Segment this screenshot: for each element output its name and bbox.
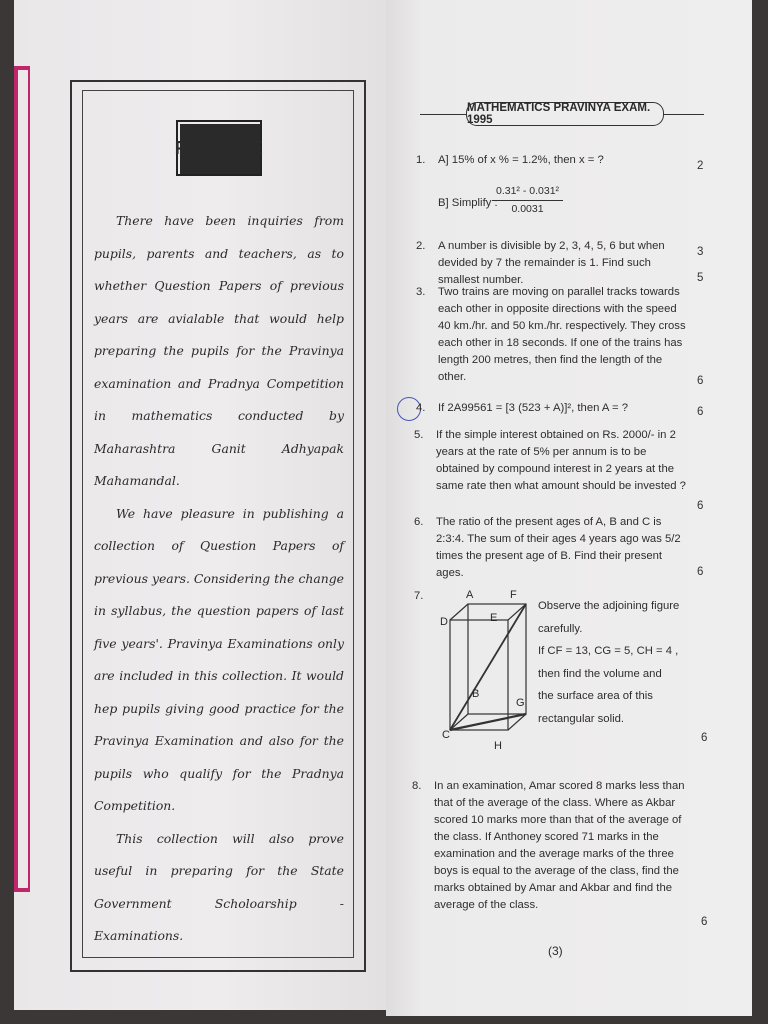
question-5 bbox=[414, 427, 704, 507]
label-h: H bbox=[494, 740, 502, 752]
question-1b-prefix: B] Simplify : bbox=[438, 197, 498, 209]
question-2-text: A number is divisible by 2, 3, 4, 5, 6 but when devided by 7 the remainder is 1. Find such smallest number. bbox=[438, 240, 665, 286]
question-7-line: carefully. bbox=[538, 622, 583, 635]
fraction-denominator: 0.0031 bbox=[511, 203, 544, 215]
question-3-text: Two trains are moving on parallel tracks towards each other in opposite directions with the speed 40 km./hr. and 50 km./hr. respectively. They cross each other in 18 seconds. If one of the trains has length 200 metres, then find the length of the other. bbox=[438, 286, 686, 383]
label-f: F bbox=[510, 589, 517, 601]
question-number: 3. bbox=[416, 286, 426, 298]
question-4-marks: 6 bbox=[697, 406, 704, 418]
question-2-marks-secondary: 5 bbox=[697, 272, 704, 284]
question-7-marks: 6 bbox=[701, 732, 708, 744]
question-number: 6. bbox=[414, 516, 424, 528]
diagonal-cg bbox=[450, 714, 526, 730]
question-5-text: If the simple interest obtained on Rs. 2000/- in 2 years at the rate of 5% per annum is to be obtained by compound interest in 2 years at the same rate then what amount should be invested ? bbox=[436, 429, 686, 492]
question-number: 5. bbox=[414, 429, 424, 441]
question-number: 1. bbox=[416, 154, 426, 166]
page-number: (3) bbox=[548, 944, 563, 958]
rectangular-solid-figure bbox=[436, 588, 536, 758]
cover-edge-inner bbox=[18, 70, 28, 888]
exam-title: MATHEMATICS PRAVINYA EXAM. 1995 bbox=[466, 102, 664, 126]
preface-paragraph-1: There have been inquiries from pupils, parents and teachers, as to whether Question Papers of previous years are avialable that would help preparing the pupils for the Pravinya examination and Pradnya Competition in mathematics conducted by Maharashtra Ganit Adhyapak Mahamandal. bbox=[94, 213, 344, 488]
question-6-text: The ratio of the present ages of A, B and C is 2:3:4. The sum of their ages 4 years ago was 5/2 times the present age of B. Find their present ages. bbox=[436, 516, 681, 579]
question-7-line: the surface area of this bbox=[538, 690, 653, 702]
question-8-text: In an examination, Amar scored 8 marks less than that of the average of the class. Where as Akbar scored 10 marks more than that of the average of the class. If Anthoney scored 71 marks in the examination and the average marks of the three boys is equal to the average of the class, find the marks obtained by Amar and Akbar and find the average of the class. bbox=[434, 780, 685, 911]
label-e: E bbox=[490, 612, 498, 624]
question-number: 7. bbox=[414, 590, 424, 602]
question-7-line: If CF = 13, CG = 5, CH = 4 , bbox=[538, 645, 679, 657]
question-2 bbox=[416, 238, 706, 286]
exam-header bbox=[420, 102, 704, 126]
preface-body bbox=[94, 205, 344, 953]
question-8 bbox=[412, 778, 702, 928]
question-2-marks: 3 bbox=[697, 246, 704, 258]
question-7-line: rectangular solid. bbox=[538, 712, 625, 725]
question-7-line: Observe the adjoining figure bbox=[538, 600, 680, 612]
question-8-marks: 6 bbox=[701, 916, 708, 928]
label-g: G bbox=[516, 697, 525, 709]
question-1-marks: 2 bbox=[697, 160, 704, 172]
question-1b-fraction bbox=[492, 183, 563, 218]
question-7-text bbox=[538, 595, 698, 730]
question-6-marks: 6 bbox=[697, 566, 704, 578]
preface-paragraph-2: We have pleasure in publishing a collection of Question Papers of previous years. Considering the change in syllabus, the question papers of last five years'. Pravinya Examinations only are included in this collection. It would hep pupils giving good practice for the Pravinya Examination and also for the pupils who qualify for the Pradnya Competition. bbox=[94, 505, 344, 813]
question-number: 2. bbox=[416, 240, 426, 252]
diagonal-cf bbox=[450, 604, 526, 730]
question-number: 8. bbox=[412, 780, 422, 792]
question-1a-text: A] 15% of x % = 1.2%, then x = ? bbox=[438, 154, 604, 166]
question-3 bbox=[416, 284, 706, 384]
question-7-line: then find the volume and bbox=[538, 667, 662, 680]
question-number: 4. bbox=[416, 402, 426, 414]
label-d: D bbox=[440, 616, 448, 628]
question-3-marks: 6 bbox=[697, 375, 704, 387]
question-4-text: If 2A99561 = [3 (523 + A)]², then A = ? bbox=[438, 402, 628, 414]
edge-da bbox=[450, 604, 468, 620]
header-rule-left bbox=[420, 114, 470, 115]
preface-title: PREFACE bbox=[176, 120, 262, 176]
preface-paragraph-3: This collection will also prove useful in preparing for the State Government Scholoarship - Examinations. bbox=[94, 830, 344, 943]
question-1b bbox=[438, 183, 638, 223]
question-5-marks: 6 bbox=[697, 500, 704, 512]
fraction-numerator: 0.31² - 0.031² bbox=[492, 183, 563, 201]
label-c: C bbox=[442, 729, 450, 741]
question-6 bbox=[414, 514, 704, 579]
label-b: B bbox=[472, 688, 480, 700]
label-a: A bbox=[466, 589, 474, 601]
header-rule-right bbox=[658, 114, 704, 115]
